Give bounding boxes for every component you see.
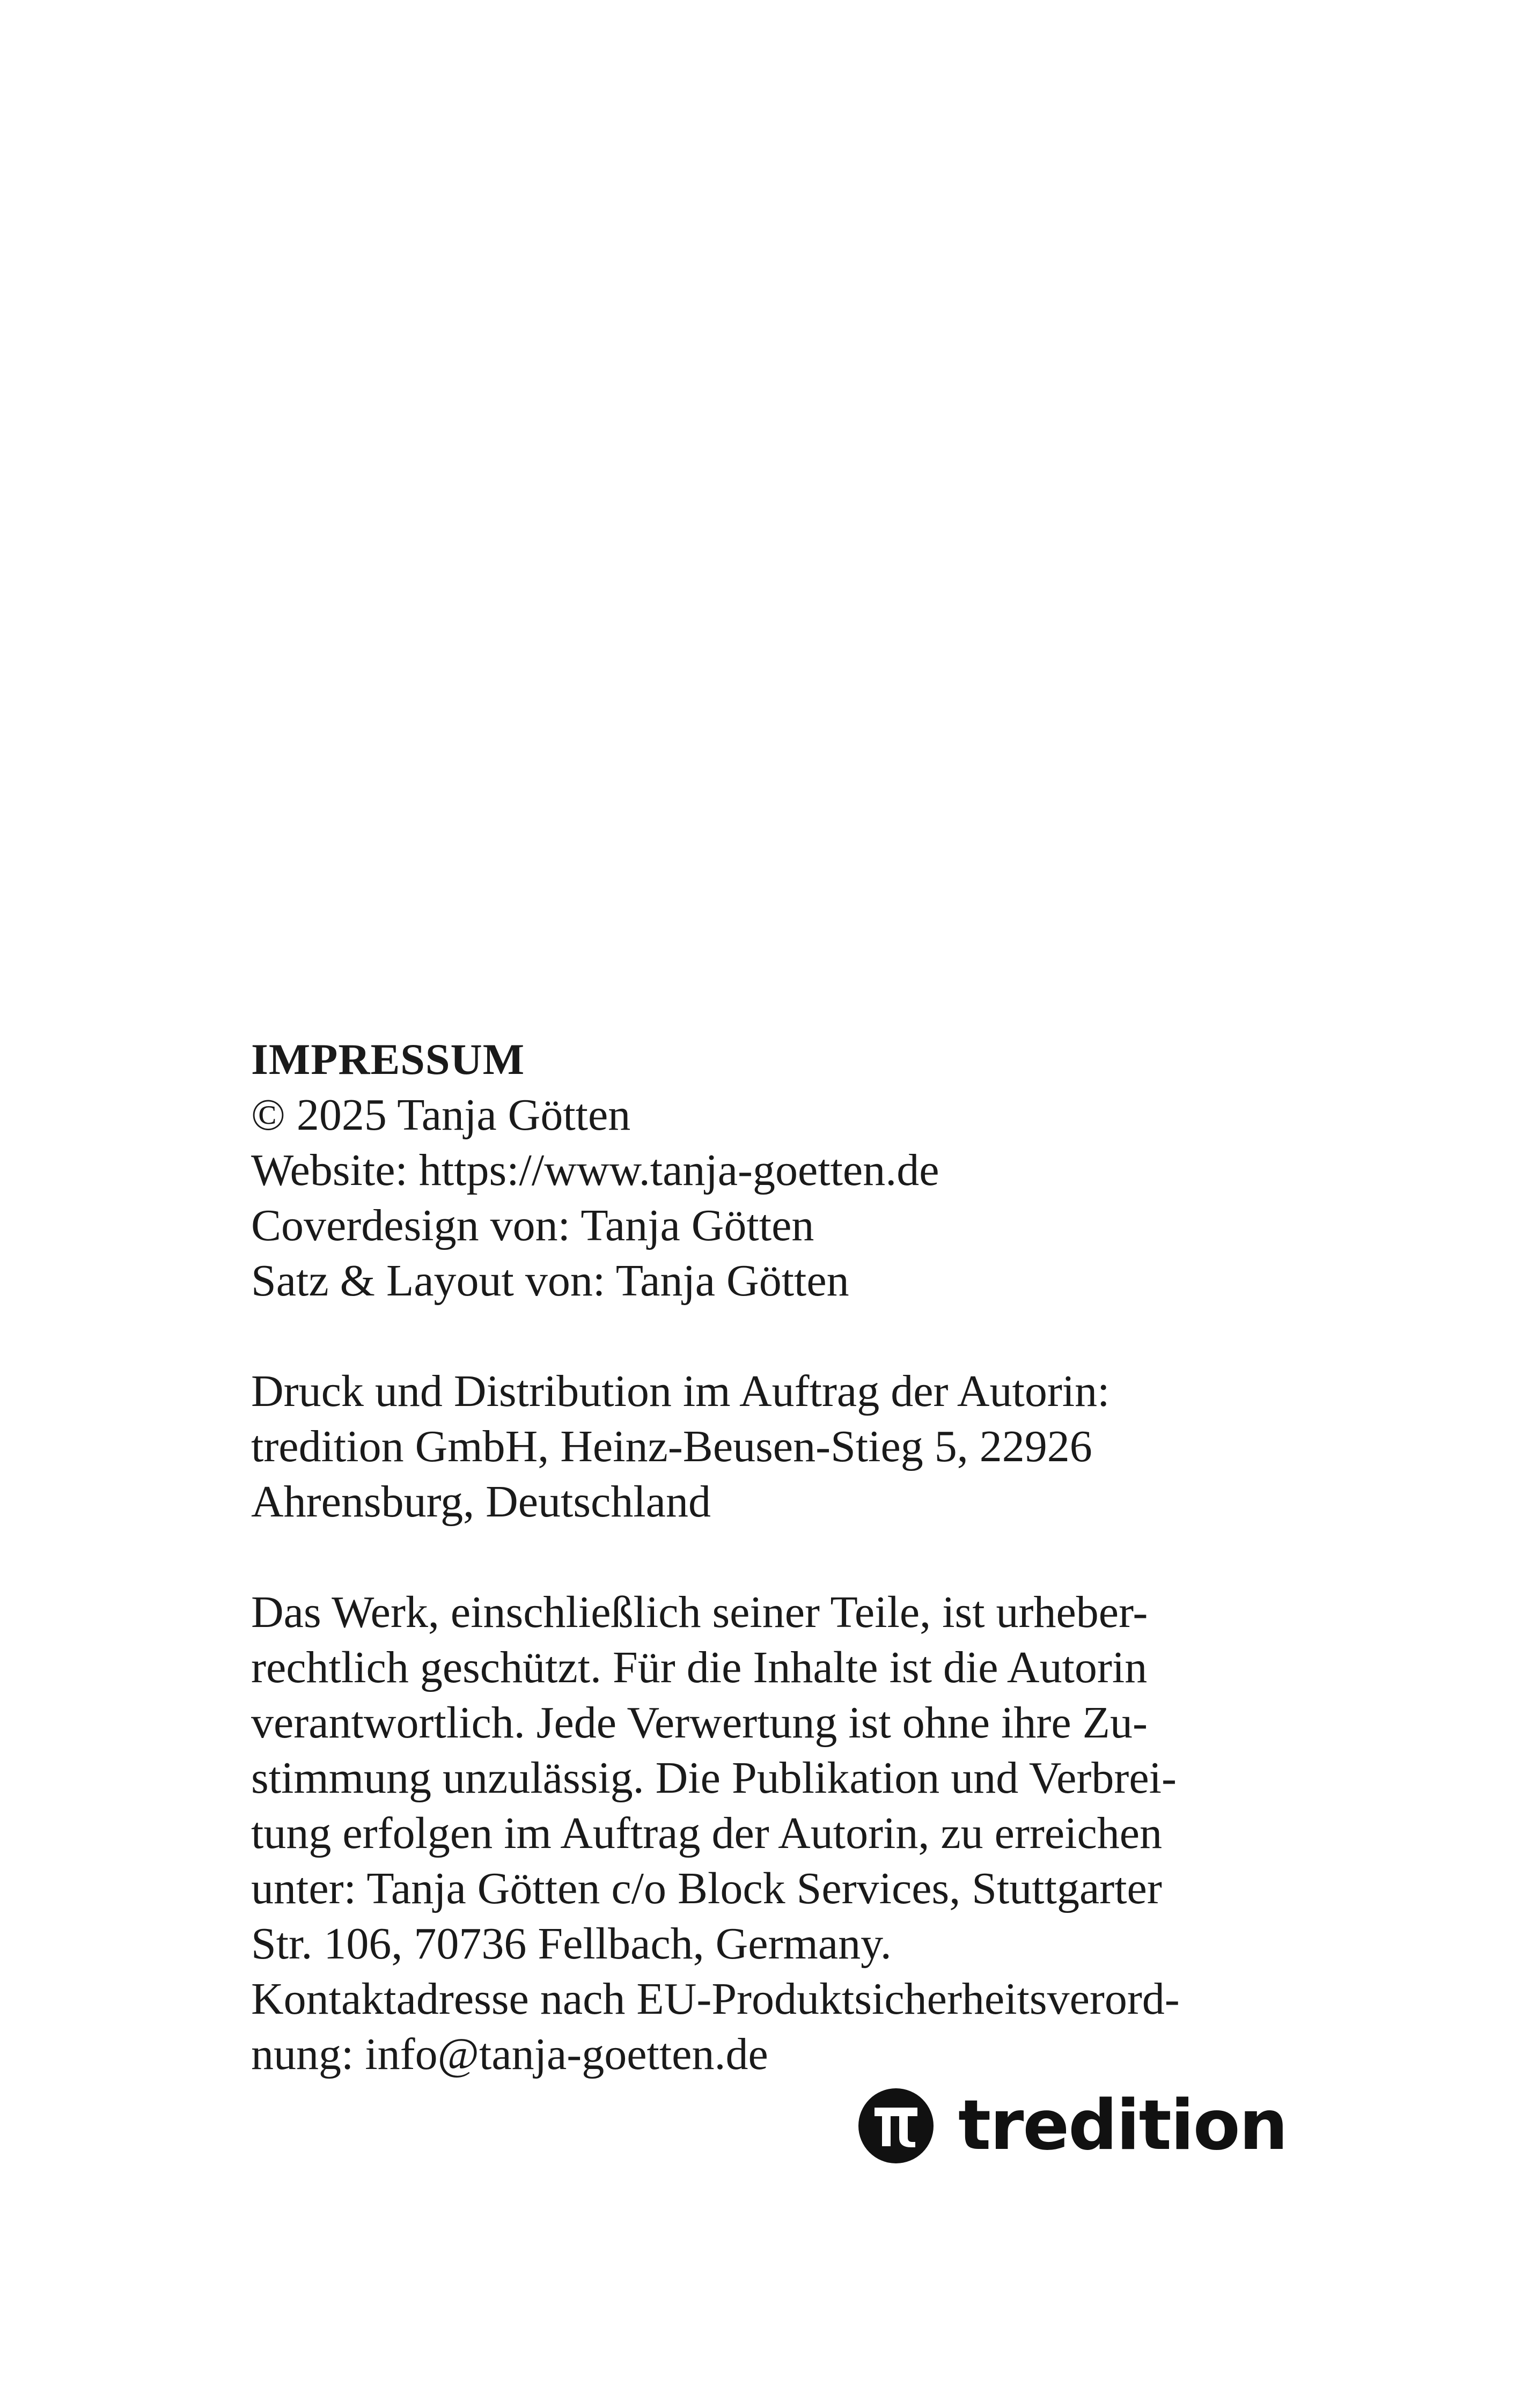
legal-block <box>251 1585 1303 2082</box>
distribution-line: Ahrensburg, Deutschland <box>251 1477 711 1527</box>
website-line: Website: https://www.tanja-goetten.de <box>251 1145 939 1195</box>
distribution-line: Druck und Distribution im Auftrag der Autorin: <box>251 1366 1110 1416</box>
legal-line: Kontaktadresse nach EU-Produktsicherheitsverord- <box>251 1974 1180 2024</box>
layout-line: Satz & Layout von: Tanja Götten <box>251 1256 849 1306</box>
tredition-logo <box>858 2086 1287 2166</box>
legal-line: stimmung unzulässig. Die Publikation und Verbrei- <box>251 1753 1177 1803</box>
legal-line: unter: Tanja Götten c/o Block Services, Stuttgarter <box>251 1864 1162 1913</box>
tredition-logo-icon <box>858 2088 934 2163</box>
tredition-wordmark: tredition <box>958 2086 1287 2166</box>
legal-line: nung: info@tanja-goetten.de <box>251 2029 768 2079</box>
coverdesign-line: Coverdesign von: Tanja Götten <box>251 1201 814 1250</box>
imprint-section <box>251 1031 1303 2082</box>
credits-block <box>251 1087 1303 1308</box>
legal-line: verantwortlich. Jede Verwertung ist ohne ihre Zu- <box>251 1698 1148 1748</box>
distribution-block <box>251 1364 1303 1529</box>
imprint-heading: IMPRESSUM <box>251 1035 525 1084</box>
legal-line: Str. 106, 70736 Fellbach, Germany. <box>251 1919 892 1969</box>
distribution-line: tredition GmbH, Heinz-Beusen-Stieg 5, 22926 <box>251 1422 1092 1471</box>
legal-line: tung erfolgen im Auftrag der Autorin, zu erreichen <box>251 1808 1163 1858</box>
legal-line: Das Werk, einschließlich seiner Teile, ist urheber- <box>251 1587 1148 1637</box>
copyright-line: © 2025 Tanja Götten <box>251 1090 631 1140</box>
legal-line: rechtlich geschützt. Für die Inhalte ist die Autorin <box>251 1643 1148 1692</box>
